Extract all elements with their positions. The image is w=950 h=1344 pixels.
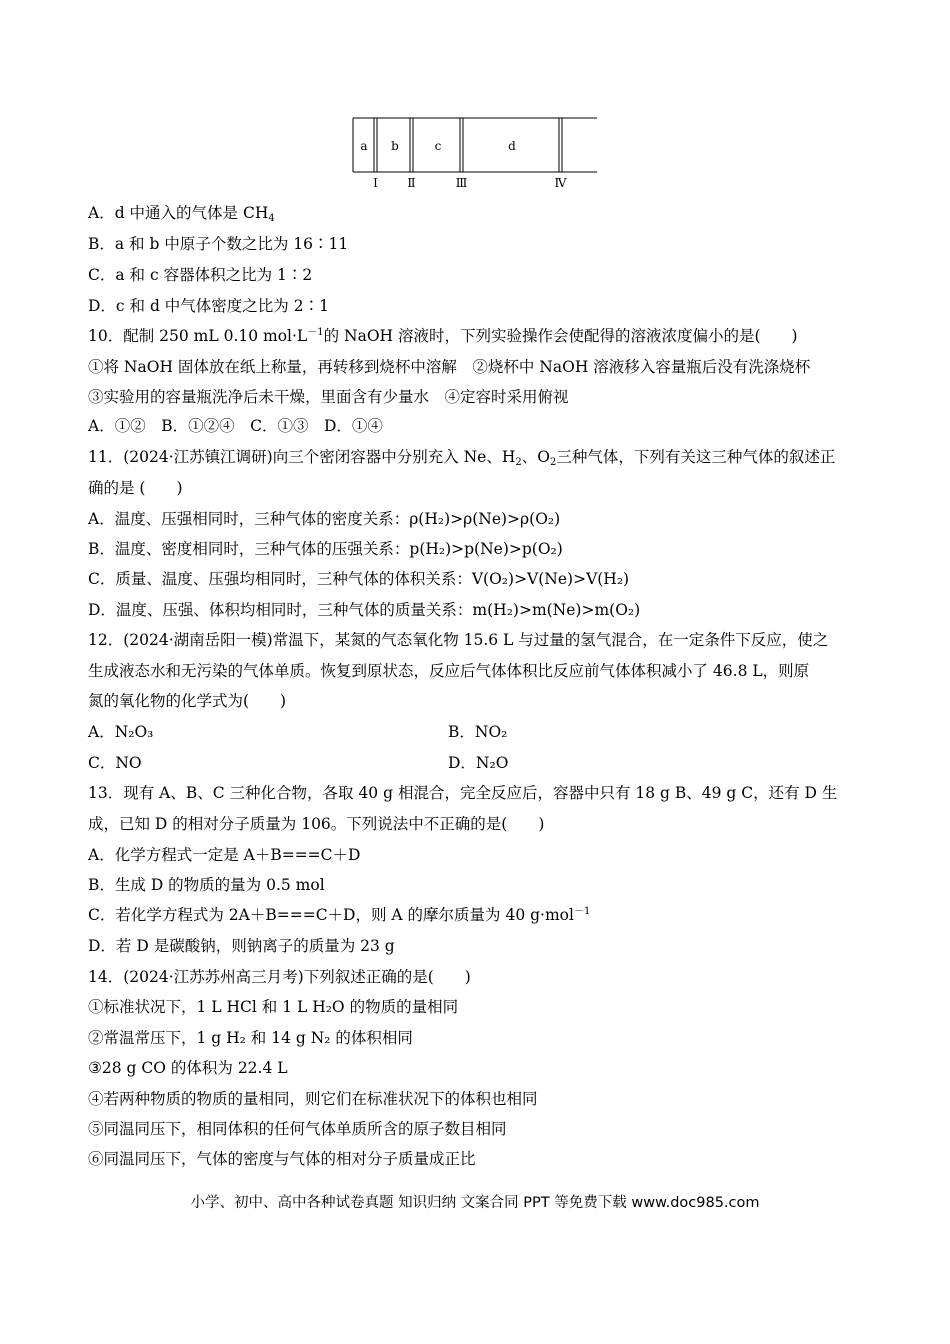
partition-label-3: Ⅲ [455,176,468,190]
q14-statement-1: ①标准状况下，1 L HCl 和 1 L H₂O 的物质的量相同 [88,998,459,1016]
q12-stem-1: 12．(2024·湖南岳阳一模)常温下，某氮的气态氧化物 15.6 L 与过量的氢气混合，在一定条件下反应，使之 [88,631,829,649]
q12-options-row-1 [88,722,878,742]
chamber-label-a: a [360,139,368,153]
q12-option-a: A．N₂O₃ [88,723,154,741]
q11-stem-cont: 确的是 ( ) [88,479,183,497]
q14-stem: 14．(2024·江苏苏州高三月考)下列叙述正确的是( ) [88,968,471,986]
q13-stem-1: 13．现有 A、B、C 三种化合物，各取 40 g 相混合，完全反应后，容器中只有 18 g B、49 g C，还有 D 生 [88,784,838,802]
q9-option-d: D．c 和 d 中气体密度之比为 2∶1 [88,297,329,315]
partition-container-figure [352,116,598,192]
q9-option-b: B．a 和 b 中原子个数之比为 16∶11 [88,235,349,253]
q9-option-a: A．d 中通入的气体是 $CH_4$ [88,204,275,224]
q10-options: A．①② B．①②④ C．①③ D．①④ [88,417,383,435]
chamber-label-b: b [391,139,399,153]
chamber-label-c: c [434,139,442,153]
q12-stem-2: 生成液态水和无污染的气体单质。恢复到原状态，反应后气体体积比反应前气体体积减小了 46.8 L，则原 [88,662,810,680]
partition-label-2: Ⅱ [407,176,416,190]
partition-label-1: Ⅰ [373,176,378,190]
q11-option-a: A．温度、压强相同时，三种气体的密度关系：ρ(H₂)>ρ(Ne)>ρ(O₂) [88,510,561,528]
q10-statement-1-2: ①将 NaOH 固体放在纸上称量，再转移到烧杯中溶解 ②烧杯中 NaOH 溶液移入容量瓶后没有洗涤烧杯 [88,358,811,376]
q11-option-b: B．温度、密度相同时，三种气体的压强关系：p(H₂)>p(Ne)>p(O₂) [88,540,563,558]
q14-statement-2: ②常温常压下，1 g H₂ 和 14 g N₂ 的体积相同 [88,1029,413,1047]
q9-option-c: C．a 和 c 容器体积之比为 1∶2 [88,266,313,284]
q14-statement-3: ③28 g CO 的体积为 22.4 L [88,1059,288,1077]
partition-label-4: Ⅳ [554,176,567,190]
q11-option-c: C．质量、温度、压强均相同时，三种气体的体积关系：V(O₂)>V(Ne)>V(H₂) [88,570,630,588]
q12-option-b: B．NO₂ [448,723,508,741]
chamber-label-d: d [508,139,516,153]
q12-option-d: D．N₂O [448,754,509,772]
q12-option-c: C．NO [88,754,142,772]
q11-stem: 11．(2024·江苏镇江调研)向三个密闭容器中分别充入 Ne、$H_2$、$O_2$三种气体，下列有关这三种气体的叙述正 [88,448,836,468]
q13-option-b: B．生成 D 的物质的量为 0.5 mol [88,876,325,894]
q10-statement-3-4: ③实验用的容量瓶洗净后未干燥，里面含有少量水 ④定容时采用俯视 [88,388,569,406]
q14-statement-6: ⑥同温同压下，气体的密度与气体的相对分子质量成正比 [88,1150,476,1168]
q13-option-a: A．化学方程式一定是 A＋B===C＋D [88,846,361,864]
q13-option-c: C．若化学方程式为 2A＋B===C＋D，则 A 的摩尔质量为 40 g·mol$^{-1}$ [88,906,591,924]
q12-stem-3: 氮的氧化物的化学式为( ) [88,692,287,710]
page-footer: 小学、初中、高中各种试卷真题 知识归纳 文案合同 PPT 等免费下载 www.doc985.com [190,1195,760,1211]
q13-option-d: D．若 D 是碳酸钠，则钠离子的质量为 23 g [88,937,395,955]
q11-option-d: D．温度、压强、体积均相同时，三种气体的质量关系：m(H₂)>m(Ne)>m(O₂) [88,601,641,619]
q14-statement-5: ⑤同温同压下，相同体积的任何气体单质所含的原子数目相同 [88,1120,507,1138]
q10-stem: 10．配制 250 mL 0.10 $mol\cdot L^{-1}$的 NaOH 溶液时，下列实验操作会使配得的溶液浓度偏小的是( ) [88,327,798,345]
q12-options-row-2 [88,753,878,773]
q14-statement-4: ④若两种物质的物质的量相同，则它们在标准状况下的体积也相同 [88,1090,538,1108]
q13-stem-2: 成，已知 D 的相对分子质量为 106。下列说法中不正确的是( ) [88,815,545,833]
